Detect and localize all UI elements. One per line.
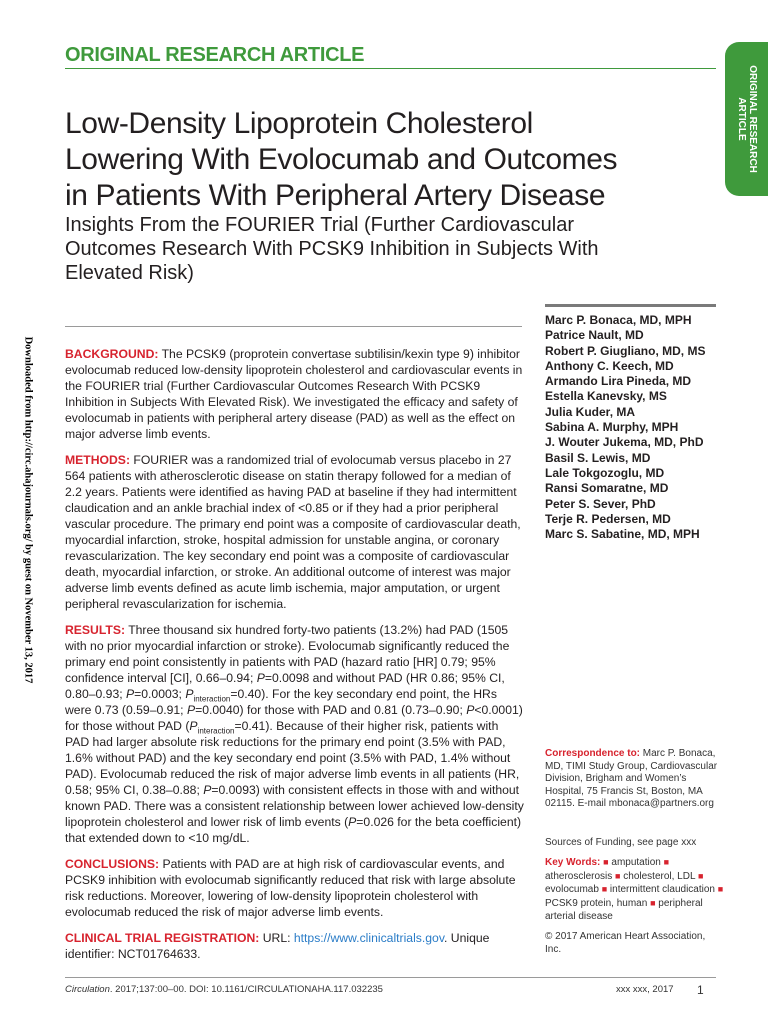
- abstract-registration: [65, 930, 525, 962]
- keyword-square-icon: ■: [601, 884, 608, 894]
- side-tab-line2: ARTICLE: [735, 97, 747, 141]
- article-title: [65, 106, 715, 214]
- download-watermark-text: Downloaded from http://circ.ahajournals.org/ by guest on November 13, 2017: [22, 336, 34, 684]
- abstract-conclusions: [65, 856, 525, 920]
- conclusions-heading: CONCLUSIONS:: [65, 857, 160, 871]
- keyword-square-icon: ■: [697, 870, 704, 881]
- subtitle-line: Insights From the FOURIER Trial (Further Cardiovascular: [65, 214, 575, 236]
- keywords-heading: Key Words:: [545, 857, 601, 868]
- methods-text: FOURIER was a randomized trial of evolocumab versus placebo in 27 564 patients with atherosclerotic disease on statin therapy followed for a median of 2.2 years. Patients were identified as having PAD at baseline if they had intermittent claudication and an ankle brachial index of <0.85 or if they had a prior peripheral vascular procedure. The primary end point was a composite of cardiovascular death, myocardial infarction, stroke, hospital admission for unstable angina, or coronary revascularization. The key secondary end point was a composite of cardiovascular death, myocardial infarction, or stroke. An additional outcome of interest was major adverse limb events defined as acute limb ischemia, major amputation, or urgent peripheral revascularization for ischemia.: [65, 453, 521, 611]
- title-line: in Patients With Peripheral Artery Disease: [65, 179, 606, 212]
- subtitle-line: Outcomes Research With PCSK9 Inhibition in Subjects With: [65, 238, 599, 260]
- abstract-background: [65, 346, 525, 442]
- keyword: evolocumab: [545, 884, 599, 895]
- keyword-square-icon: ■: [650, 897, 656, 908]
- side-tab-text: [736, 49, 758, 189]
- keyword: amputation: [611, 857, 661, 868]
- background-text: The PCSK9 (proprotein convertase subtilisin/kexin type 9) inhibitor evolocumab reduced low-density lipoprotein cholesterol and cardiovascular events in the FOURIER trial (Further Cardiovascular Outcomes Research With PCSK9 Inhibition in Subjects With Elevated Risk). We investigated the efficacy and safety of evolocumab in patients with peripheral artery disease (PAD) as well as the effect on major adverse limb events.: [65, 347, 523, 441]
- results-text: =0.0003;: [134, 687, 186, 701]
- background-heading: BACKGROUND:: [65, 347, 159, 361]
- footer-rule: [65, 977, 716, 978]
- keyword-square-icon: ■: [717, 884, 724, 894]
- keyword: atherosclerosis: [545, 870, 613, 882]
- registration-heading: CLINICAL TRIAL REGISTRATION:: [65, 931, 260, 945]
- author-name: Robert P. Giugliano, MD, MS: [545, 343, 706, 358]
- results-text: =0.0040) for those with PAD and 0.81 (0.73–0.90;: [195, 703, 467, 717]
- citation-text: . 2017;137:00–00. DOI: 10.1161/CIRCULATIONAHA.117.032235: [109, 984, 383, 995]
- abstract-results: [65, 622, 525, 846]
- keyword-square-icon: ■: [663, 857, 670, 867]
- interaction-subscript: interaction: [197, 726, 235, 736]
- results-heading: RESULTS:: [65, 623, 126, 637]
- author-name: Patrice Nault, MD: [545, 328, 644, 343]
- results-text: <0.0001) for those without PAD (: [65, 703, 523, 733]
- abstract-methods: [65, 452, 525, 612]
- copyright: © 2017 American Heart Association, Inc.: [545, 931, 706, 955]
- p-symbol: P: [189, 719, 198, 733]
- side-tab-line1: ORIGINAL RESEARCH: [746, 65, 758, 173]
- abstract-rule: [65, 326, 522, 327]
- correspondence-heading: Correspondence to:: [545, 748, 641, 759]
- author-name: Anthony C. Keech, MD: [545, 358, 674, 373]
- keywords: [545, 856, 725, 924]
- results-text: =0.0093) with consistent effects in those with and without known PAD. There was a consistent relationship between lower achieved low-density lipoprotein cholesterol and lower risk of limb events (: [65, 783, 524, 829]
- author-name: Estella Kanevsky, MS: [545, 389, 667, 404]
- author-name: Armando Lira Pineda, MD: [545, 374, 692, 389]
- author-name: Sabina A. Murphy, MPH: [545, 420, 679, 435]
- author-name: Lale Tokgozoglu, MD: [545, 465, 665, 480]
- abstract: [65, 346, 525, 972]
- results-text: =0.026 for the beta coefficient) that extended down to <10 mg/dL.: [65, 815, 522, 845]
- clinicaltrials-link[interactable]: https://www.clinicaltrials.gov: [293, 931, 445, 945]
- p-symbol: P: [185, 687, 194, 701]
- funding-note: Sources of Funding, see page xxx: [545, 837, 697, 848]
- results-text: =0.41). Because of their higher risk, patients with PAD had larger absolute risk reductions for the primary end point (3.5% with PAD, 1.6% without PAD) and the key secondary end point (3.5% with PAD, 1.4% without PAD). Evolocumab reduced the risk of major adverse limb events in all patients (HR, 0.58; 95% CI, 0.38–0.88;: [65, 719, 520, 797]
- p-symbol: P: [203, 783, 212, 797]
- registration-text: URL:: [259, 931, 294, 945]
- article-subtitle: [65, 213, 715, 285]
- author-name: Terje R. Pedersen, MD: [545, 511, 671, 526]
- methods-heading: METHODS:: [65, 453, 130, 467]
- author-name: Peter S. Sever, PhD: [545, 496, 656, 511]
- author-name: J. Wouter Jukema, MD, PhD: [545, 435, 704, 450]
- title-line: Lowering With Evolocumab and Outcomes: [65, 143, 618, 176]
- footer-citation: [65, 984, 383, 995]
- author-name: Julia Kuder, MA: [545, 404, 636, 419]
- p-symbol: P: [348, 815, 357, 829]
- results-text: Three thousand six hundred forty-two patients (13.2%) had PAD (1505 with no prior myocardial infarction or stroke). Evolocumab significantly reduced the primary end point consistently in patients with PAD (hazard ratio [HR] 0.79; 95% confidence interval [CI], 0.66–0.94;: [65, 623, 510, 685]
- author-name: Basil S. Lewis, MD: [545, 450, 651, 465]
- author-name: Ransi Somaratne, MD: [545, 481, 669, 496]
- interaction-subscript: interaction: [193, 694, 231, 704]
- top-rule: [65, 68, 716, 69]
- keyword: PCSK9 protein, human: [545, 897, 648, 909]
- author-list: [545, 313, 720, 542]
- download-watermark: [20, 336, 36, 684]
- keyword: peripheral arterial disease: [545, 897, 703, 922]
- registration-text: . Unique identifier: NCT01764633.: [65, 931, 490, 961]
- keyword: intermittent claudication: [609, 884, 715, 895]
- correspondence-text: Marc P. Bonaca, MD, TIMI Study Group, Cardiovascular Division, Brigham and Women’s Hospital, 75 Francis St, Boston, MA 02115. E-mail mbonaca@partners.org: [545, 748, 718, 809]
- p-symbol: P: [126, 687, 135, 701]
- journal-name: Circulation: [65, 984, 110, 995]
- section-label: ORIGINAL RESEARCH ARTICLE: [65, 44, 365, 66]
- correspondence: [545, 748, 725, 811]
- p-symbol: P: [466, 703, 475, 717]
- keyword-square-icon: ■: [615, 870, 621, 881]
- keyword: cholesterol, LDL: [623, 870, 696, 882]
- keyword-square-icon: ■: [603, 857, 609, 867]
- title-line: Low-Density Lipoprotein Cholesterol: [65, 107, 533, 140]
- results-text: =0.0098 and without PAD (HR 0.86; 95% CI, 0.80–0.93;: [65, 671, 505, 701]
- author-name: Marc P. Bonaca, MD, MPH: [545, 313, 692, 327]
- conclusions-text: Patients with PAD are at high risk of cardiovascular events, and PCSK9 inhibition with evolocumab significantly reduced that risk with large absolute risk reductions. Moreover, lowering of low-density lipoprotein cholesterol with evolocumab reduced the risk of major adverse limb events.: [65, 857, 516, 919]
- side-tab: [725, 42, 768, 196]
- author-name: Marc S. Sabatine, MD, MPH: [545, 527, 700, 542]
- p-symbol: P: [186, 703, 196, 717]
- footer-date: xxx xxx, 2017: [616, 984, 674, 995]
- subtitle-line: Elevated Risk): [65, 262, 194, 284]
- page-number: 1: [697, 983, 704, 997]
- p-symbol: P: [256, 671, 265, 685]
- results-text: =0.40). For the key secondary end point, the HRs were 0.73 (0.59–0.91;: [65, 687, 497, 717]
- authors-rule: [545, 304, 716, 307]
